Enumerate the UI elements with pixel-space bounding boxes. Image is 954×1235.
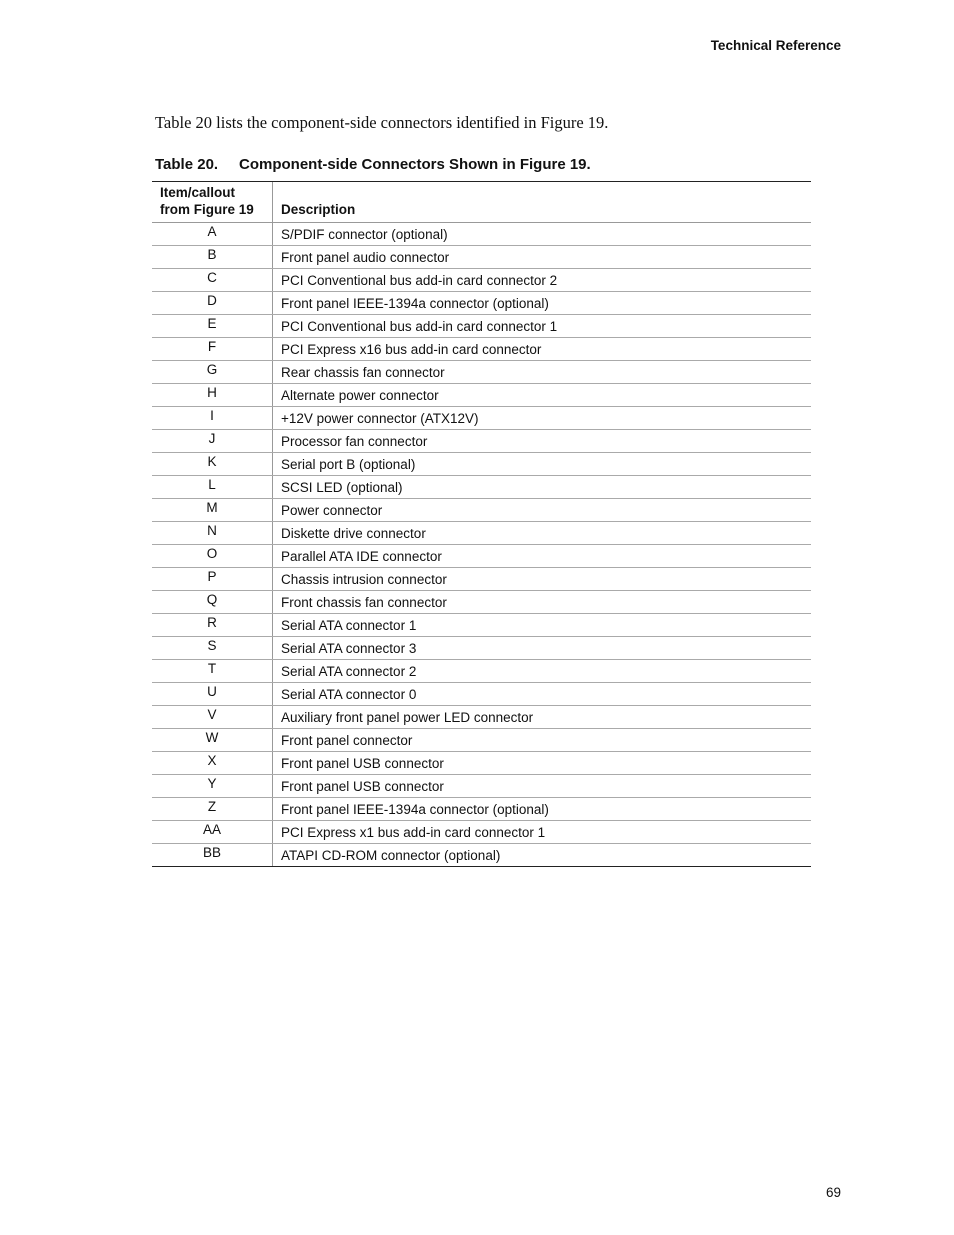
item-callout-cell: N bbox=[152, 522, 273, 545]
description-cell: Serial ATA connector 1 bbox=[273, 614, 812, 637]
table-row bbox=[152, 591, 811, 614]
item-callout-cell: K bbox=[152, 453, 273, 476]
table-caption-number: Table 20. bbox=[155, 156, 219, 173]
item-callout-cell: D bbox=[152, 292, 273, 315]
table-row bbox=[152, 798, 811, 821]
table-row bbox=[152, 522, 811, 545]
description-cell: S/PDIF connector (optional) bbox=[273, 223, 812, 246]
table-row bbox=[152, 683, 811, 706]
item-callout-cell: J bbox=[152, 430, 273, 453]
description-cell: Serial ATA connector 3 bbox=[273, 637, 812, 660]
item-callout-cell: R bbox=[152, 614, 273, 637]
description-cell: ATAPI CD-ROM connector (optional) bbox=[273, 844, 812, 867]
table-row bbox=[152, 568, 811, 591]
table-row bbox=[152, 476, 811, 499]
item-callout-cell: Y bbox=[152, 775, 273, 798]
description-cell: Front panel USB connector bbox=[273, 775, 812, 798]
table-row bbox=[152, 821, 811, 844]
item-callout-cell: E bbox=[152, 315, 273, 338]
column-header-item-line2: from Figure 19 bbox=[160, 202, 254, 217]
item-callout-cell: X bbox=[152, 752, 273, 775]
description-cell: Parallel ATA IDE connector bbox=[273, 545, 812, 568]
item-callout-cell: M bbox=[152, 499, 273, 522]
table-row bbox=[152, 315, 811, 338]
description-cell: Front panel IEEE-1394a connector (optional) bbox=[273, 292, 812, 315]
description-cell: PCI Conventional bus add-in card connector 1 bbox=[273, 315, 812, 338]
item-callout-cell: C bbox=[152, 269, 273, 292]
item-callout-cell: P bbox=[152, 568, 273, 591]
description-cell: PCI Express x16 bus add-in card connector bbox=[273, 338, 812, 361]
item-callout-cell: L bbox=[152, 476, 273, 499]
table-row bbox=[152, 246, 811, 269]
item-callout-cell: I bbox=[152, 407, 273, 430]
item-callout-cell: Q bbox=[152, 591, 273, 614]
item-callout-cell: S bbox=[152, 637, 273, 660]
item-callout-cell: Z bbox=[152, 798, 273, 821]
item-callout-cell: W bbox=[152, 729, 273, 752]
description-cell: Front panel USB connector bbox=[273, 752, 812, 775]
table-row bbox=[152, 384, 811, 407]
table-caption bbox=[155, 156, 591, 173]
item-callout-cell: B bbox=[152, 246, 273, 269]
table-row bbox=[152, 660, 811, 683]
item-callout-cell: A bbox=[152, 223, 273, 246]
description-cell: Processor fan connector bbox=[273, 430, 812, 453]
connectors-table bbox=[152, 181, 811, 867]
column-header-item bbox=[152, 182, 273, 223]
table-body bbox=[152, 223, 811, 867]
item-callout-cell: AA bbox=[152, 821, 273, 844]
table-row bbox=[152, 223, 811, 246]
table-row bbox=[152, 361, 811, 384]
table-header-row bbox=[152, 182, 811, 223]
description-cell: Auxiliary front panel power LED connector bbox=[273, 706, 812, 729]
table-row bbox=[152, 545, 811, 568]
table-row bbox=[152, 752, 811, 775]
table-row bbox=[152, 775, 811, 798]
description-cell: Serial ATA connector 0 bbox=[273, 683, 812, 706]
table-row bbox=[152, 453, 811, 476]
description-cell: Power connector bbox=[273, 499, 812, 522]
table-row bbox=[152, 729, 811, 752]
page-number: 69 bbox=[825, 1185, 841, 1200]
item-callout-cell: BB bbox=[152, 844, 273, 867]
description-cell: Rear chassis fan connector bbox=[273, 361, 812, 384]
intro-paragraph: Table 20 lists the component-side connectors identified in Figure 19. bbox=[155, 113, 609, 132]
item-callout-cell: T bbox=[152, 660, 273, 683]
description-cell: Front panel audio connector bbox=[273, 246, 812, 269]
item-callout-cell: F bbox=[152, 338, 273, 361]
table-row bbox=[152, 430, 811, 453]
item-callout-cell: U bbox=[152, 683, 273, 706]
description-cell: Serial port B (optional) bbox=[273, 453, 812, 476]
description-cell: Chassis intrusion connector bbox=[273, 568, 812, 591]
table-row bbox=[152, 614, 811, 637]
table-row bbox=[152, 499, 811, 522]
description-cell: Front panel IEEE-1394a connector (optional) bbox=[273, 798, 812, 821]
table-row bbox=[152, 338, 811, 361]
item-callout-cell: V bbox=[152, 706, 273, 729]
running-head: Technical Reference bbox=[710, 38, 841, 53]
description-cell: Diskette drive connector bbox=[273, 522, 812, 545]
table-row bbox=[152, 407, 811, 430]
column-header-item-line1: Item/callout bbox=[160, 185, 236, 200]
description-cell: Front chassis fan connector bbox=[273, 591, 812, 614]
item-callout-cell: O bbox=[152, 545, 273, 568]
item-callout-cell: G bbox=[152, 361, 273, 384]
item-callout-cell: H bbox=[152, 384, 273, 407]
description-cell: PCI Conventional bus add-in card connector 2 bbox=[273, 269, 812, 292]
table-row bbox=[152, 269, 811, 292]
description-cell: PCI Express x1 bus add-in card connector 1 bbox=[273, 821, 812, 844]
table-row bbox=[152, 844, 811, 867]
table-row bbox=[152, 292, 811, 315]
table-row bbox=[152, 706, 811, 729]
description-cell: SCSI LED (optional) bbox=[273, 476, 812, 499]
description-cell: Serial ATA connector 2 bbox=[273, 660, 812, 683]
description-cell: +12V power connector (ATX12V) bbox=[273, 407, 812, 430]
description-cell: Alternate power connector bbox=[273, 384, 812, 407]
column-header-description: Description bbox=[273, 182, 812, 223]
table-row bbox=[152, 637, 811, 660]
table-caption-title: Component-side Connectors Shown in Figure 19. bbox=[239, 156, 591, 173]
description-cell: Front panel connector bbox=[273, 729, 812, 752]
